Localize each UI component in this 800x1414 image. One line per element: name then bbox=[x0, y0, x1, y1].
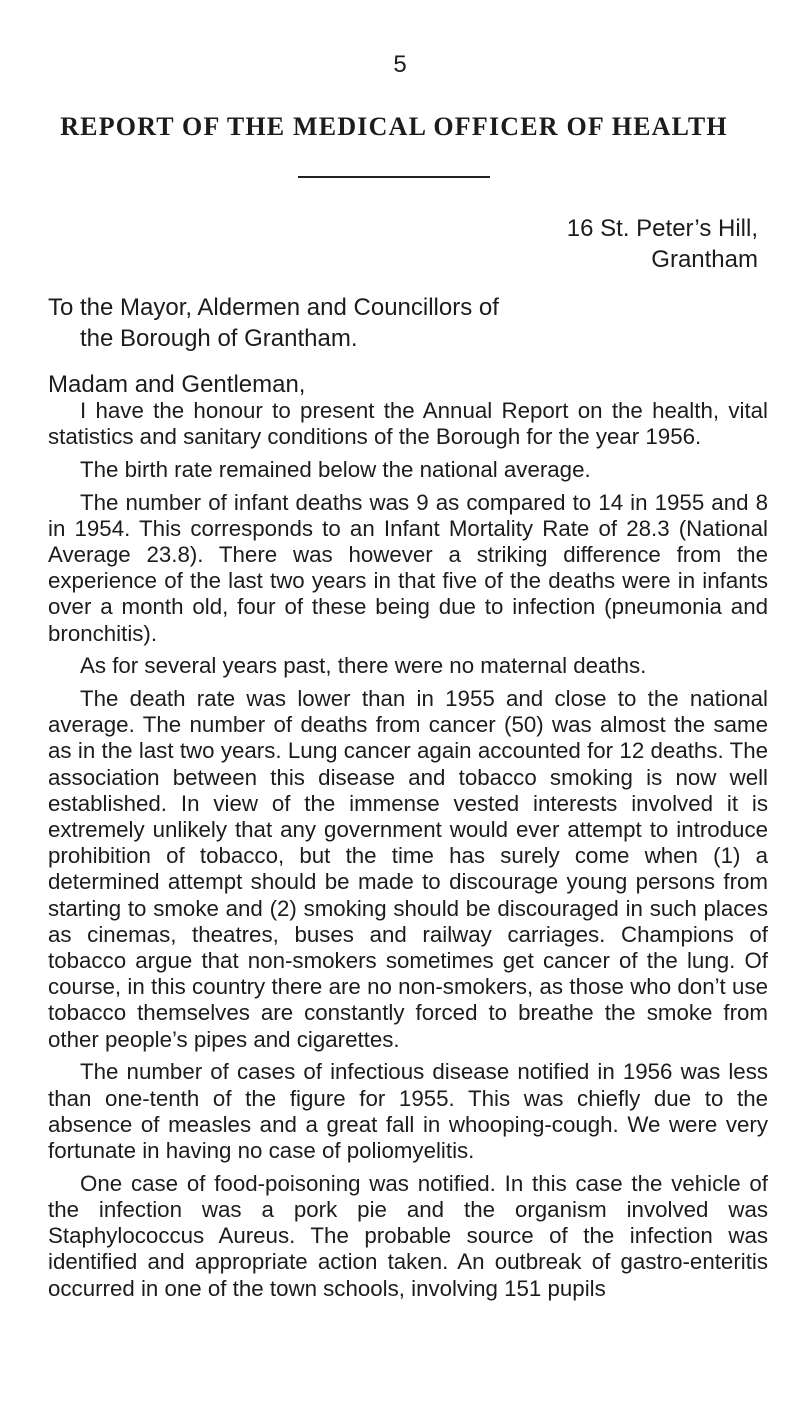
paragraph-introduction: I have the honour to present the Annual Report on the health, vital statistics and sanitary conditions of the Borough for the year 1956. bbox=[48, 398, 768, 450]
paragraph-birth-rate: The birth rate remained below the national average. bbox=[80, 456, 591, 482]
paragraph-food-poisoning: One case of food-poisoning was notified. In this case the vehicle of the infection was a pork pie and the organism involved was Staphylococcus Aureus. The probable source of the infection was identified and appropriate action taken. An outbreak of gastro-enteritis occurred in one of the town schools, involving 151 pupils bbox=[48, 1170, 768, 1301]
report-title: REPORT OF THE MEDICAL OFFICER OF HEALTH bbox=[60, 112, 728, 141]
addressee-line-1: To the Mayor, Aldermen and Councillors of bbox=[48, 294, 499, 321]
paragraph-infant-deaths: The number of infant deaths was 9 as compared to 14 in 1955 and 8 in 1954. This corresponds to an Infant Mortality Rate of 28.3 (National Average 23.8). There was however a striking difference from the experience of the last two years in that five of the deaths were in infants over a month old, four of these being due to infection (pneumonia and bronchitis). bbox=[48, 489, 768, 646]
report-body bbox=[48, 398, 768, 1308]
paragraph-maternal-deaths: As for several years past, there were no maternal deaths. bbox=[80, 653, 647, 679]
address-line-street: 16 St. Peter’s Hill, bbox=[566, 215, 758, 242]
salutation: Madam and Gentleman, bbox=[48, 371, 306, 398]
address-line-town: Grantham bbox=[651, 246, 758, 273]
paragraph-infectious-disease: The number of cases of infectious disease notified in 1956 was less than one-tenth of the figure for 1955. This was chiefly due to the absence of measles and a great fall in whooping-cough. We were very fortunate in having no case of poliomyelitis. bbox=[48, 1059, 768, 1163]
title-divider bbox=[298, 176, 490, 178]
addressee-block bbox=[48, 292, 499, 354]
page-number: 5 bbox=[393, 51, 407, 78]
paragraph-death-rate: The death rate was lower than in 1955 and close to the national average. The number of deaths from cancer (50) was almost the same as in the last two years. Lung cancer again accounted for 12 deaths. The association between this disease and tobacco smoking is now well established. In view of the immense vested interests involved it is extremely unlikely that any government would ever attempt to introduce prohibition of tobacco, but the time has surely come when (1) a determined attempt should be made to discourage young persons from starting to smoke and (2) smoking should be discouraged in such places as cinemas, theatres, buses and railway carriages. Champions of tobacco argue that non-smokers sometimes get cancer of the lung. Of course, in this country there are no non-smokers, as those who don’t use tobacco themselves are constantly forced to breathe the smoke from other people’s pipes and cigarettes. bbox=[48, 686, 768, 1052]
addressee-line-2: the Borough of Grantham. bbox=[80, 325, 358, 352]
sender-address bbox=[567, 213, 758, 275]
